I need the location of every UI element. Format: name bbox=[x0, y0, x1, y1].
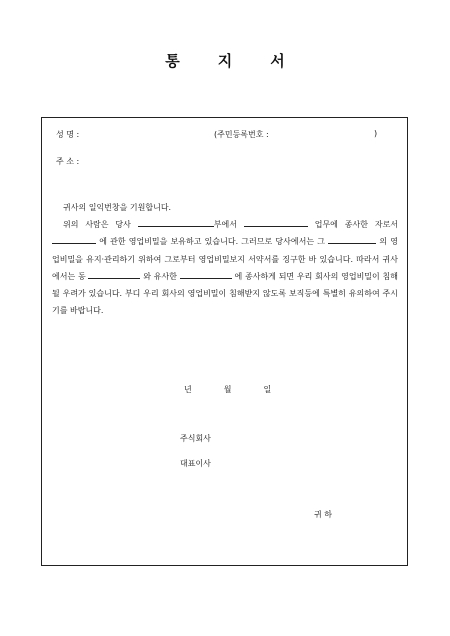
notice-body bbox=[52, 199, 398, 319]
greeting-text: 귀사의 일익번창을 기원합니다. bbox=[63, 203, 172, 212]
resident-number-label: (주민등록번호 : bbox=[214, 130, 269, 139]
para-text-b: 부에서 bbox=[213, 220, 237, 230]
document-title bbox=[0, 50, 450, 71]
blank-duty[interactable] bbox=[244, 218, 308, 227]
blank-subject[interactable] bbox=[52, 235, 96, 244]
para-text-a: 위의 사람은 당사 bbox=[63, 220, 131, 230]
year-label: 년 bbox=[184, 385, 192, 394]
title-char-3: 서 bbox=[270, 52, 285, 70]
address-label: 주 소 : bbox=[56, 157, 80, 166]
greeting-line bbox=[52, 199, 398, 216]
para-text-e: 의 영업비밀을 유지·관리하기 위하여 그로부터 영업비밀보지 서약서를 징구한 바 있습니다. 따라서 귀사에서는 동 bbox=[52, 237, 398, 281]
para-text-g: 에 종사하게 되면 우리 회사의 영업비밀이 침해될 우려가 있습니다. 부디 우리 회사의 영업비밀이 침해받지 않도록 보직등에 특별히 유의하여 주시기를 바랍니다. bbox=[52, 271, 398, 316]
main-paragraph bbox=[52, 216, 398, 319]
document-frame bbox=[41, 117, 408, 566]
title-char-2: 지 bbox=[217, 52, 233, 70]
name-label: 성 명 : bbox=[56, 130, 80, 139]
blank-same-person[interactable] bbox=[88, 270, 140, 279]
ceo-label: 대표이사 bbox=[180, 459, 211, 468]
blank-department[interactable] bbox=[138, 218, 214, 227]
title-char-1: 통 bbox=[165, 52, 180, 70]
blank-person[interactable] bbox=[328, 235, 376, 244]
company-label: 주식회사 bbox=[180, 434, 211, 443]
recipient-label: 귀 하 bbox=[314, 510, 332, 519]
date-line bbox=[184, 384, 303, 395]
month-label: 월 bbox=[223, 385, 232, 394]
para-text-d: 에 관한 영업비밀을 보유하고 있습니다. 그러므로 당사에서는 그 bbox=[99, 237, 325, 247]
para-text-f: 와 유사한 bbox=[143, 271, 177, 281]
day-label: 일 bbox=[263, 385, 272, 394]
blank-similar-work[interactable] bbox=[180, 270, 232, 279]
resident-number-close: ) bbox=[374, 129, 378, 138]
para-text-c: 업무에 종사한 자로서 bbox=[314, 220, 399, 230]
